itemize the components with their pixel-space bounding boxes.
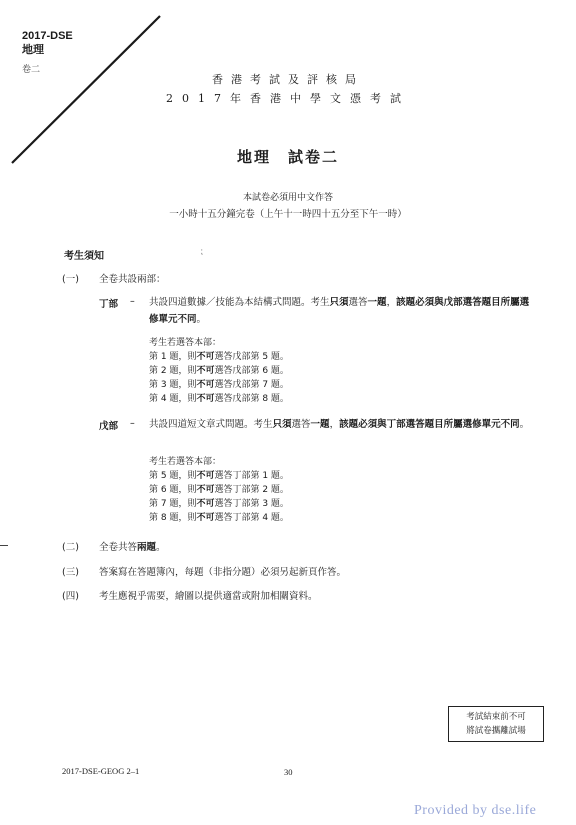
rule-line: 第 8 題，則不可選答丁部第 4 題。	[149, 513, 289, 523]
item-number: (四)	[62, 591, 79, 602]
language-note: 本試卷必須用中文作答	[242, 193, 333, 203]
scan-speck: ⁏	[200, 247, 204, 257]
header-paper: 卷二	[22, 65, 41, 75]
notice-line: 考試結束前不可	[466, 712, 526, 722]
page-number: 30	[284, 767, 293, 777]
margin-tick	[0, 545, 8, 546]
section-ding-rules	[149, 336, 289, 406]
organization-name: 香港考試及評核局	[212, 73, 364, 86]
paper-title: 地理 試卷二	[236, 148, 339, 166]
exam-name: 2017年香港中學文憑考試	[166, 92, 410, 105]
item-text: 全卷共答兩題。	[99, 542, 166, 553]
section-wu-label: 戊部	[99, 421, 119, 432]
item-text: 全卷共設兩部：	[99, 274, 166, 285]
section-ding-description: 共設四道數據／技能為本結構式問題。考生只須選答一題，該題必須與戊部選答題目所屬選修單元不同。	[149, 297, 530, 325]
watermark: Provided by dse.life	[414, 803, 537, 818]
section-wu-description: 共設四道短文章式問題。考生只須選答一題，該題必須與丁部選答題目所屬選修單元不同。	[149, 419, 530, 430]
notice-line: 將試卷攜離試場	[466, 726, 526, 736]
rule-line: 第 5 題，則不可選答丁部第 1 題。	[149, 471, 289, 481]
rule-line: 第 1 題，則不可選答戊部第 5 題。	[149, 352, 289, 362]
rule-line: 第 2 題，則不可選答戊部第 6 題。	[149, 366, 289, 376]
item-number: (二)	[62, 542, 79, 553]
item-text: 答案寫在答題簿內，每題（非指分題）必須另起新頁作答。	[99, 567, 347, 578]
section-ding-dash: –	[130, 296, 135, 307]
duration-note: 一小時十五分鐘完卷（上午十一時四十五分至下午一時）	[169, 209, 407, 220]
rule-intro: 考生若選答本部：	[149, 338, 222, 348]
rule-line: 第 7 題，則不可選答丁部第 3 題。	[149, 499, 289, 509]
rule-intro: 考生若選答本部：	[149, 457, 222, 467]
header-subject: 地理	[22, 43, 44, 56]
item-number: (三)	[62, 567, 79, 578]
rule-line: 第 4 題，則不可選答戊部第 8 題。	[149, 394, 289, 404]
notice-box	[448, 706, 544, 742]
header-code: 2017-DSE	[22, 30, 73, 42]
item-text: 考生應視乎需要，繪圖以提供適當或附加相關資料。	[99, 591, 318, 602]
footer-code: 2017-DSE-GEOG 2–1	[62, 766, 140, 776]
section-wu-dash: –	[130, 418, 135, 429]
section-wu-rules	[149, 455, 289, 525]
section-ding-label: 丁部	[99, 299, 119, 310]
instructions-heading: 考生須知	[64, 251, 104, 262]
rule-line: 第 3 題，則不可選答戊部第 7 題。	[149, 380, 289, 390]
rule-line: 第 6 題，則不可選答丁部第 2 題。	[149, 485, 289, 495]
item-number: (一)	[62, 274, 79, 285]
